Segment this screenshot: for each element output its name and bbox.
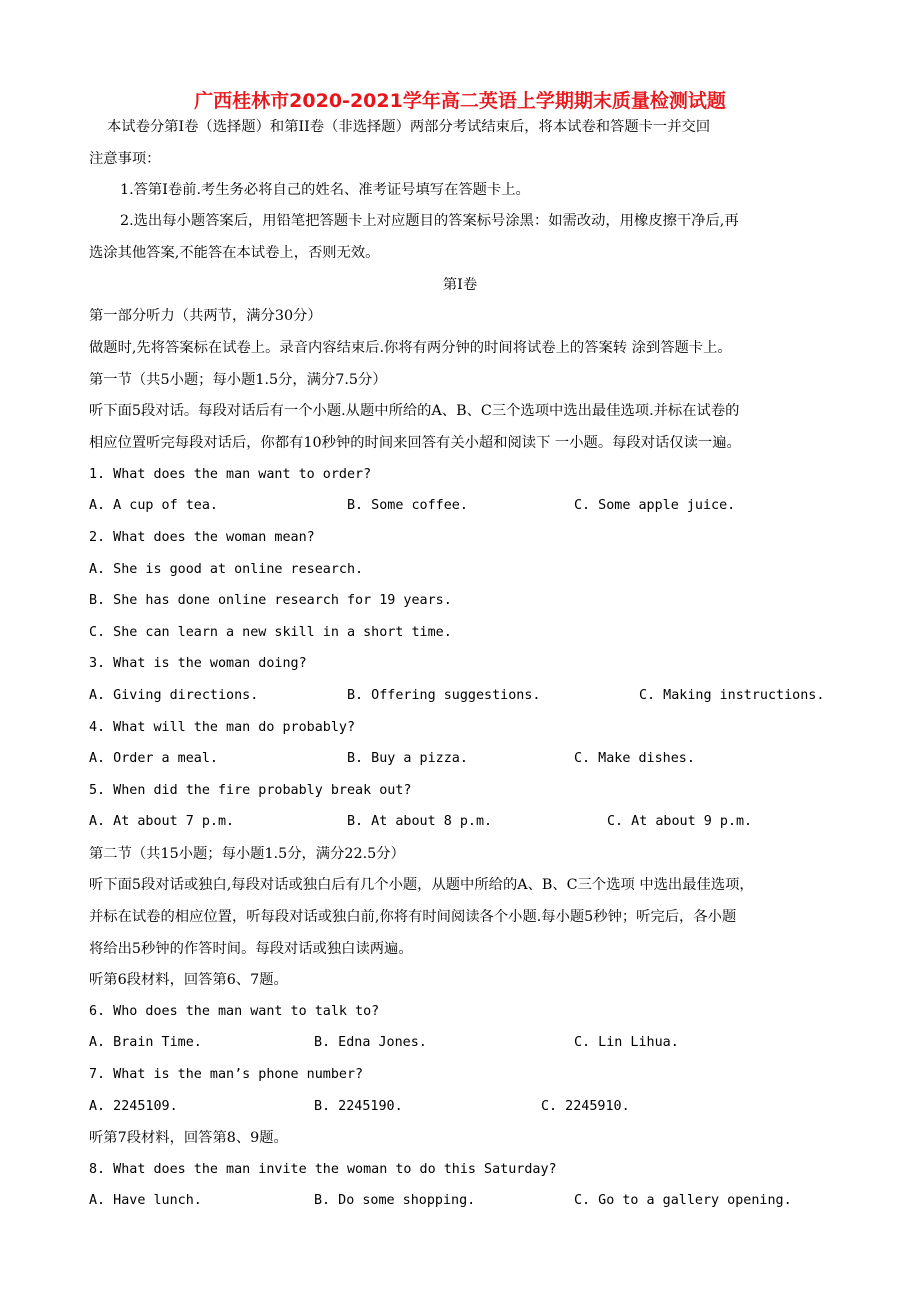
option-a: A. A cup of tea.: [89, 498, 218, 513]
question-4: 4. What will the man do probably?: [89, 720, 356, 735]
option-b: B. Do some shopping.: [314, 1193, 476, 1208]
option-c: C. Making instructions.: [639, 688, 825, 703]
notice-item-1: 1.答第Ⅰ卷前.考生务必将自己的姓名、准考证号填写在答题卡上。: [120, 182, 530, 198]
option-a: A. 2245109.: [89, 1099, 178, 1114]
option-b: B. Edna Jones.: [314, 1035, 427, 1050]
intro-text: 本试卷分第Ⅰ卷（选择题）和第II卷（非选择题）两部分考试结束后，将本试卷和答题卡一并交回: [107, 119, 711, 135]
question-3: 3. What is the woman doing?: [89, 656, 307, 671]
material-6-heading: 听第6段材料，回答第6、7题。: [89, 972, 288, 988]
question-5: 5. When did the fire probably break out?: [89, 783, 412, 798]
question-7: 7. What is the man’s phone number?: [89, 1067, 364, 1082]
option-b: B. Some coffee.: [347, 498, 468, 513]
notice-heading: 注意事项：: [89, 151, 161, 167]
option-b: B. She has done online research for 19 years.: [89, 593, 452, 608]
part1-heading: 第一部分听力（共两节，满分30分）: [89, 308, 322, 324]
option-b: B. Buy a pizza.: [347, 751, 468, 766]
notice-item-2: 2.选出每小题答案后，用铅笔把答题卡上对应题目的答案标号涂黑：如需改动，用橡皮擦干净后,再: [120, 213, 739, 229]
option-b: B. Offering suggestions.: [347, 688, 541, 703]
question-8: 8. What does the man invite the woman to do this Saturday?: [89, 1162, 557, 1177]
option-a: A. Brain Time.: [89, 1035, 202, 1050]
question-6: 6. Who does the man want to talk to?: [89, 1004, 380, 1019]
option-c: C. She can learn a new skill in a short time.: [89, 625, 452, 640]
option-c: C. Lin Lihua.: [574, 1035, 679, 1050]
section2-instruction-end: 将给出5秒钟的作答时间。每段对话或独白读两遍。: [89, 941, 413, 957]
option-a: A. Have lunch.: [89, 1193, 202, 1208]
section2-heading: 第二节（共15小题；每小题1.5分，满分22.5分）: [89, 846, 405, 862]
material-7-heading: 听第7段材料，回答第8、9题。: [89, 1130, 288, 1146]
section2-instruction-cont: 并标在试卷的相应位置，听每段对话或独白前,你将有时间阅读各个小题.每小题5秒钟；听完后，各小题: [89, 909, 737, 925]
section1-heading: 第一节（共5小题；每小题1.5分，满分7.5分）: [89, 372, 387, 388]
option-a: A. Order a meal.: [89, 751, 218, 766]
option-b: B. 2245190.: [314, 1099, 403, 1114]
option-c: C. Go to a gallery opening.: [574, 1193, 792, 1208]
exam-title: 广西桂林市2020-2021学年高二英语上学期期末质量检测试题: [194, 90, 726, 112]
option-b: B. At about 8 p.m.: [347, 814, 493, 829]
notice-item-2-cont: 选涂其他答案,不能答在本试卷上，否则无效。: [89, 245, 380, 261]
part1-instruction: 做题时,先将答案标在试卷上。录音内容结束后.你将有两分钟的时间将试卷上的答案转 涂到答题卡上。: [89, 340, 732, 356]
option-c: C. 2245910.: [541, 1099, 630, 1114]
option-c: C. Make dishes.: [574, 751, 695, 766]
volume-title: 第Ⅰ卷: [442, 277, 478, 293]
question-1: 1. What does the man want to order?: [89, 467, 372, 482]
option-c: C. At about 9 p.m.: [607, 814, 753, 829]
section1-instruction: 听下面5段对话。每段对话后有一个小题.从题中所给的A、B、C三个选项中选出最佳选项.并标在试卷的: [89, 403, 740, 419]
option-a: A. Giving directions.: [89, 688, 259, 703]
option-a: A. She is good at online research.: [89, 562, 364, 577]
section2-instruction: 听下面5段对话或独白,每段对话或独白后有几个小题，从题中所给的A、B、C三个选项 中选出最佳选项，: [89, 877, 754, 893]
option-c: C. Some apple juice.: [574, 498, 736, 513]
question-2: 2. What does the woman mean?: [89, 530, 315, 545]
option-a: A. At about 7 p.m.: [89, 814, 235, 829]
section1-instruction-cont: 相应位置听完每段对话后，你都有10秒钟的时间来回答有关小超和阅读下 一小题。每段对话仅读一遍。: [89, 435, 741, 451]
